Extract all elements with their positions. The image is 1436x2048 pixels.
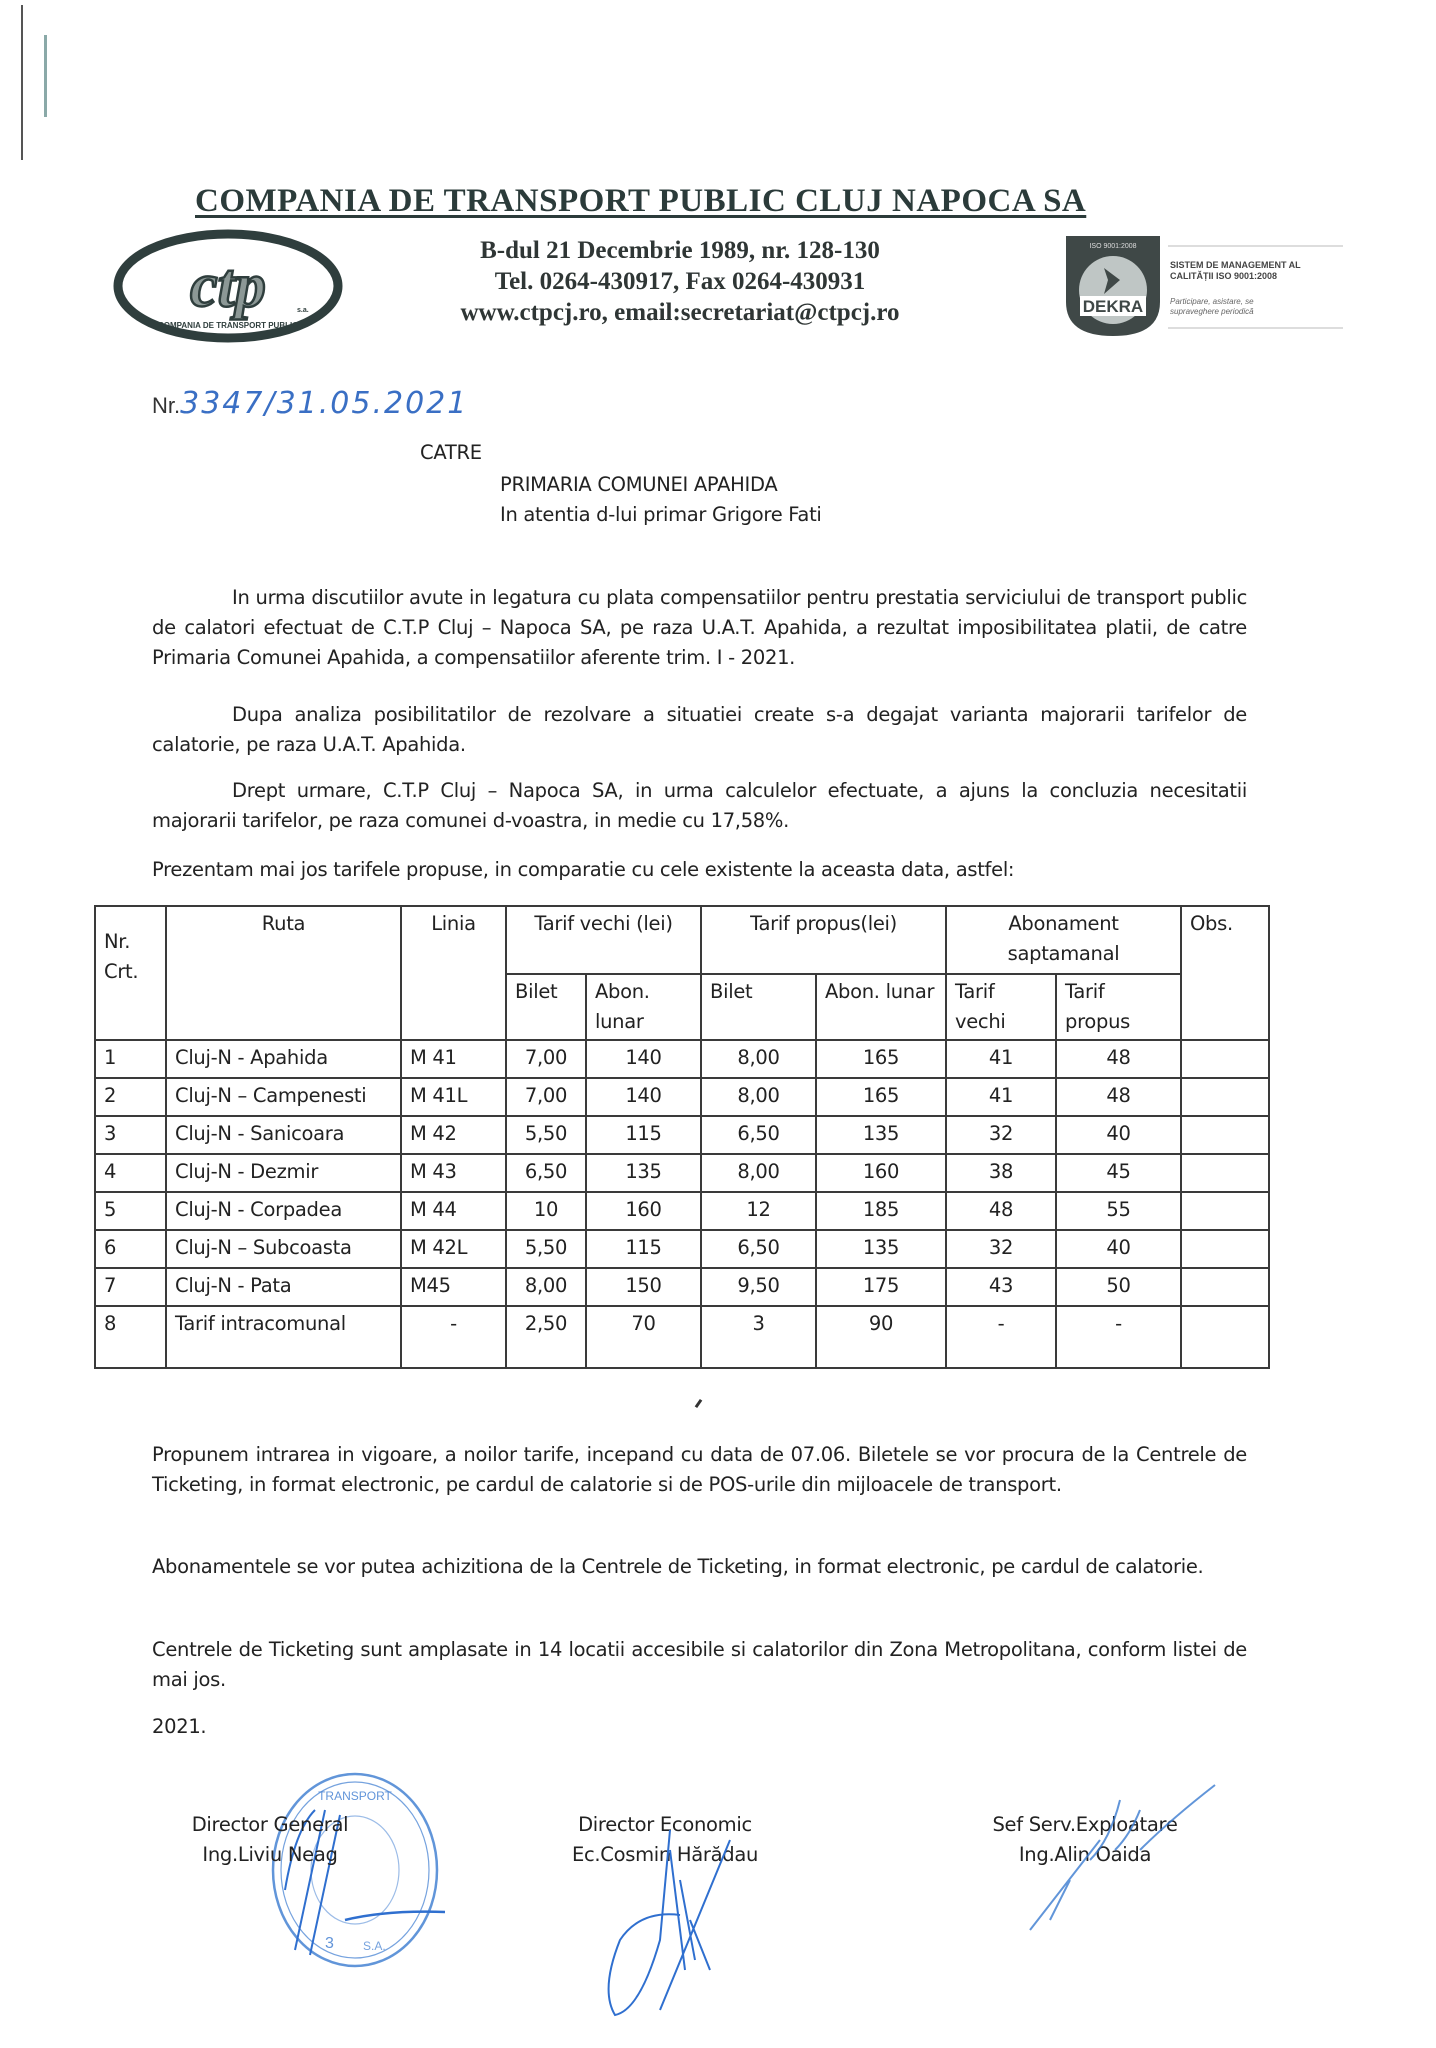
cell-sapt-propus: 40 <box>1056 1230 1181 1268</box>
cell-bilet-propus: 12 <box>701 1192 816 1230</box>
signature-title: Sef Serv.Exploatare <box>992 1813 1178 1836</box>
cell-obs <box>1181 1268 1269 1306</box>
cell-obs <box>1181 1116 1269 1154</box>
cell-obs <box>1181 1040 1269 1078</box>
cell-ruta: Cluj-N - Corpadea <box>166 1192 401 1230</box>
cell-obs <box>1181 1192 1269 1230</box>
table-row <box>95 1230 1269 1268</box>
cell-bilet-propus: 8,00 <box>701 1078 816 1116</box>
cell-bilet-propus: 8,00 <box>701 1154 816 1192</box>
svg-text:SISTEM DE MANAGEMENT AL: SISTEM DE MANAGEMENT AL <box>1170 260 1301 270</box>
table-row <box>95 1116 1269 1154</box>
address-line: B-dul 21 Decembrie 1989, nr. 128-130 <box>480 237 880 264</box>
subheader-sapt-vechi: Tarif vechi <box>946 974 1056 1040</box>
cell-bilet-vechi: 10 <box>506 1192 586 1230</box>
table-row <box>95 1078 1269 1116</box>
cell-nr: 3 <box>95 1116 166 1154</box>
cell-nr: 5 <box>95 1192 166 1230</box>
header-abonament: Abonament saptamanal <box>946 906 1181 974</box>
cell-abon-propus: 165 <box>816 1040 946 1078</box>
cell-bilet-vechi: 7,00 <box>506 1078 586 1116</box>
cell-abon-vechi: 150 <box>586 1268 701 1306</box>
signature-block-director-general <box>160 1810 380 1870</box>
cell-bilet-propus: 8,00 <box>701 1040 816 1078</box>
paragraph-2: Dupa analiza posibilitatilor de rezolvare a situatiei create s-a degajat varianta majorarii tarifelor de calatorie, pe raza U.A.T. Apahida. <box>152 703 1247 756</box>
signature-name: Ing.Liviu Neag <box>202 1843 338 1866</box>
paragraph-6: Abonamentele se vor putea achizitiona de la Centrele de Ticketing, in format electronic, pe cardul de calatorie. <box>152 1555 1204 1578</box>
margin-mark-short <box>44 35 47 117</box>
dekra-certification-icon <box>1058 232 1348 340</box>
cell-ruta: Cluj-N – Campenesti <box>166 1078 401 1116</box>
subheader-sapt-propus: Tarif propus <box>1056 974 1181 1040</box>
header-obs: Obs. <box>1181 906 1269 1040</box>
cell-ruta: Cluj-N - Dezmir <box>166 1154 401 1192</box>
paragraph-5: Propunem intrarea in vigoare, a noilor tarife, incepand cu data de 07.06. Biletele se vor procura de la Centrele de Ticketing, in format electronic, pe cardul de calatorie si de POS-urile din mijloacele de transport. <box>152 1443 1247 1496</box>
cell-abon-vechi: 70 <box>586 1306 701 1368</box>
ctp-logo-icon <box>112 228 344 346</box>
subheader-bilet-vechi: Bilet <box>506 974 586 1040</box>
cell-abon-propus: 165 <box>816 1078 946 1116</box>
cell-linia: M 43 <box>401 1154 506 1192</box>
company-stamp-icon <box>255 1770 455 1970</box>
cell-sapt-vechi: 41 <box>946 1078 1056 1116</box>
cell-sapt-vechi: - <box>946 1306 1056 1368</box>
cell-linia: M 41L <box>401 1078 506 1116</box>
table-header-row <box>95 906 1269 974</box>
cell-bilet-propus: 3 <box>701 1306 816 1368</box>
cell-abon-vechi: 135 <box>586 1154 701 1192</box>
cell-abon-propus: 175 <box>816 1268 946 1306</box>
signature-title: Director Economic <box>578 1813 752 1836</box>
cell-abon-propus: 135 <box>816 1230 946 1268</box>
cell-sapt-propus: 50 <box>1056 1268 1181 1306</box>
table-row <box>95 1306 1269 1368</box>
subheader-abon-vechi: Abon. lunar <box>586 974 701 1040</box>
svg-text:DEKRA: DEKRA <box>1082 297 1144 316</box>
paragraph-7: Centrele de Ticketing sunt amplasate in 14 locatii accesibile si calatorilor din Zona Metropolitana, conform listei de mai jos. <box>152 1638 1247 1691</box>
cell-sapt-propus: 40 <box>1056 1116 1181 1154</box>
cell-sapt-propus: 48 <box>1056 1078 1181 1116</box>
reference-label: Nr. <box>152 393 181 418</box>
margin-mark <box>21 5 23 160</box>
cell-bilet-propus: 9,50 <box>701 1268 816 1306</box>
signature-title: Director General <box>191 1813 349 1836</box>
table-row <box>95 1268 1269 1306</box>
subheader-abon-propus: Abon. lunar <box>816 974 946 1040</box>
cell-sapt-propus: 55 <box>1056 1192 1181 1230</box>
cell-sapt-propus: 45 <box>1056 1154 1181 1192</box>
cell-bilet-vechi: 6,50 <box>506 1154 586 1192</box>
svg-text:COMPANIA DE TRANSPORT PUBLIC: COMPANIA DE TRANSPORT PUBLIC <box>158 321 298 330</box>
year-line: 2021. <box>152 1715 207 1738</box>
company-address <box>380 235 980 328</box>
header-linia: Linia <box>401 906 506 1040</box>
recipient-catre: CATRE <box>420 441 482 464</box>
cell-sapt-vechi: 43 <box>946 1268 1056 1306</box>
cell-nr: 4 <box>95 1154 166 1192</box>
recipient-attention: In atentia d-lui primar Grigore Fati <box>500 503 822 526</box>
cell-obs <box>1181 1154 1269 1192</box>
cell-ruta: Tarif intracomunal <box>166 1306 401 1368</box>
cell-abon-vechi: 115 <box>586 1116 701 1154</box>
table-row <box>95 1040 1269 1078</box>
signature-name: Ing.Alin Oaida <box>1018 1843 1152 1866</box>
cell-linia: - <box>401 1306 506 1368</box>
header-tarif-vechi: Tarif vechi (lei) <box>506 906 701 974</box>
cell-sapt-propus: - <box>1056 1306 1181 1368</box>
reference-number <box>152 386 468 421</box>
cell-bilet-vechi: 2,50 <box>506 1306 586 1368</box>
svg-text:CALITĂȚII ISO 9001:2008: CALITĂȚII ISO 9001:2008 <box>1170 271 1278 281</box>
cell-abon-vechi: 115 <box>586 1230 701 1268</box>
signature-scribble-economic <box>600 1820 800 2030</box>
cell-bilet-vechi: 8,00 <box>506 1268 586 1306</box>
cell-obs <box>1181 1306 1269 1368</box>
cell-abon-vechi: 140 <box>586 1078 701 1116</box>
cell-ruta: Cluj-N - Sanicoara <box>166 1116 401 1154</box>
table-row <box>95 1154 1269 1192</box>
cell-sapt-vechi: 48 <box>946 1192 1056 1230</box>
cell-sapt-propus: 48 <box>1056 1040 1181 1078</box>
svg-text:s.a.: s.a. <box>297 307 309 314</box>
tariff-table <box>94 905 1270 1369</box>
svg-text:ISO 9001:2008: ISO 9001:2008 <box>1089 243 1137 250</box>
cell-abon-propus: 90 <box>816 1306 946 1368</box>
header-tarif-propus: Tarif propus(lei) <box>701 906 946 974</box>
cell-abon-propus: 185 <box>816 1192 946 1230</box>
paragraph-3: Drept urmare, C.T.P Cluj – Napoca SA, in urma calculelor efectuate, a ajuns la concluzia necesitatii majorarii tarifelor, pe raza comunei d-voastra, in medie cu 17,58%. <box>152 779 1247 832</box>
signature-scribble-exploatare <box>990 1780 1220 1940</box>
svg-text:Participare, asistare, se: Participare, asistare, se <box>1170 297 1254 306</box>
cell-linia: M 42 <box>401 1116 506 1154</box>
cell-nr: 6 <box>95 1230 166 1268</box>
stray-pen-mark <box>695 1399 703 1408</box>
paragraph-4: Prezentam mai jos tarifele propuse, in comparatie cu cele existente la aceasta data, astfel: <box>152 858 1015 881</box>
cell-abon-propus: 135 <box>816 1116 946 1154</box>
company-name: COMPANIA DE TRANSPORT PUBLIC CLUJ NAPOCA SA <box>195 183 1087 219</box>
cell-obs <box>1181 1230 1269 1268</box>
paragraph-1: In urma discutiilor avute in legatura cu plata compensatiilor pentru prestatia serviciului de transport public de calatori efectuat de C.T.P Cluj – Napoca SA, pe raza U.A.T. Apahida, a rezultat imposibilitatea platii, de catre Primaria Comunei Apahida, a compensatiilor aferente trim. I - 2021. <box>152 586 1247 669</box>
cell-abon-vechi: 160 <box>586 1192 701 1230</box>
cell-bilet-vechi: 5,50 <box>506 1230 586 1268</box>
cell-ruta: Cluj-N - Apahida <box>166 1040 401 1078</box>
svg-text:ctp: ctp <box>190 252 266 320</box>
cell-sapt-vechi: 32 <box>946 1116 1056 1154</box>
cell-bilet-vechi: 7,00 <box>506 1040 586 1078</box>
svg-text:TRANSPORT: TRANSPORT <box>318 1789 392 1803</box>
cell-abon-vechi: 140 <box>586 1040 701 1078</box>
cell-ruta: Cluj-N - Pata <box>166 1268 401 1306</box>
cell-nr: 1 <box>95 1040 166 1078</box>
web-line: www.ctpcj.ro, email:secretariat@ctpcj.ro <box>460 299 900 326</box>
cell-ruta: Cluj-N – Subcoasta <box>166 1230 401 1268</box>
cell-bilet-vechi: 5,50 <box>506 1116 586 1154</box>
cell-sapt-vechi: 41 <box>946 1040 1056 1078</box>
subheader-bilet-propus: Bilet <box>701 974 816 1040</box>
cell-sapt-vechi: 38 <box>946 1154 1056 1192</box>
cell-nr: 2 <box>95 1078 166 1116</box>
svg-text:3: 3 <box>325 1935 334 1952</box>
cell-nr: 8 <box>95 1306 166 1368</box>
recipient-name: PRIMARIA COMUNEI APAHIDA <box>500 473 778 496</box>
cell-linia: M 42L <box>401 1230 506 1268</box>
header-nr: Nr. Crt. <box>95 906 166 1040</box>
cell-obs <box>1181 1078 1269 1116</box>
cell-sapt-vechi: 32 <box>946 1230 1056 1268</box>
cell-bilet-propus: 6,50 <box>701 1116 816 1154</box>
cell-linia: M 44 <box>401 1192 506 1230</box>
svg-text:supraveghere periodică: supraveghere periodică <box>1170 307 1254 316</box>
table-row <box>95 1192 1269 1230</box>
cell-abon-propus: 160 <box>816 1154 946 1192</box>
phone-line: Tel. 0264-430917, Fax 0264-430931 <box>494 268 866 295</box>
header-ruta: Ruta <box>166 906 401 1040</box>
svg-text:S.A.: S.A. <box>363 1939 386 1953</box>
cell-bilet-propus: 6,50 <box>701 1230 816 1268</box>
cell-linia: M 41 <box>401 1040 506 1078</box>
reference-handwritten: 3347/31.05.2021 <box>180 386 469 421</box>
signature-name: Ec.Cosmin Hărădau <box>571 1843 759 1866</box>
cell-nr: 7 <box>95 1268 166 1306</box>
cell-linia: M45 <box>401 1268 506 1306</box>
